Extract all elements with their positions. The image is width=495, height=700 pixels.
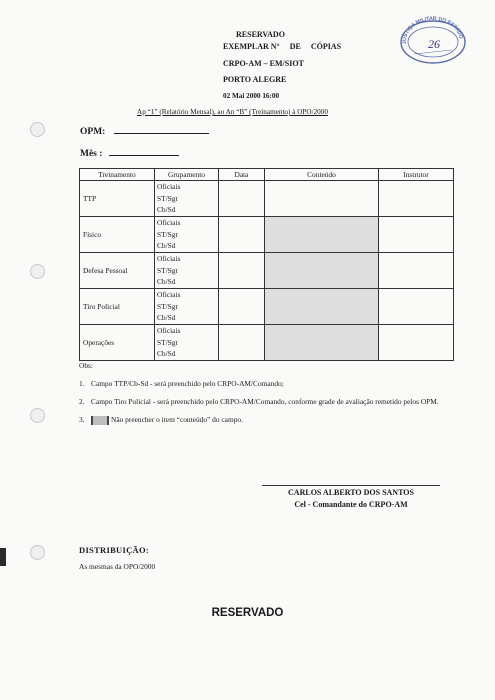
punch-hole [30, 408, 45, 423]
instrutor-cell [379, 325, 454, 361]
conteudo-cell-shaded [265, 217, 379, 253]
column-header: Grupamento [155, 169, 219, 181]
training-name: Operações [80, 325, 155, 361]
training-table [79, 168, 454, 361]
obs-item-text: Não preencher o item “conteúdo” do campo. [111, 415, 243, 424]
column-header: Instrutor [379, 169, 454, 181]
header-copy-line: EXEMPLAR N° DE CÓPIAS [223, 42, 342, 51]
punch-hole [30, 264, 45, 279]
obs-item [79, 378, 459, 390]
group-label: Cb/Sd [157, 349, 176, 358]
redaction-mark [91, 416, 109, 425]
mes-label: Mês : [80, 149, 103, 159]
document-subtitle: Ap “1” (Relatório Mensal), ao An “B” (Treinamento) à OPO/2000 [137, 108, 328, 116]
group-label: ST/Sgt [157, 265, 178, 275]
header-unit: CRPO-AM – EM/SIOT [223, 59, 304, 68]
instrutor-cell [379, 217, 454, 253]
conteudo-cell [265, 181, 379, 217]
group-label: ST/Sgt [157, 301, 178, 311]
data-cell [219, 325, 265, 361]
conteudo-cell-shaded [265, 325, 379, 361]
instrutor-cell [379, 181, 454, 217]
svg-text:26: 26 [428, 37, 440, 51]
group-list [155, 325, 219, 361]
training-name: Físico [80, 217, 155, 253]
court-stamp [398, 14, 468, 64]
group-list [155, 181, 219, 217]
mes-field [80, 146, 179, 159]
group-label: Oficiais [157, 290, 181, 299]
group-label: Cb/Sd [157, 277, 176, 286]
group-list [155, 289, 219, 325]
group-label: Oficiais [157, 326, 181, 335]
signatory-title: Cel - Comandante do CRPO-AM [294, 500, 408, 509]
obs-item-text: Campo Tiro Policial - será preenchido pelo CRPO-AM/Comando, conforme grade de avaliação remetido pelos OPM. [91, 397, 439, 406]
group-label: Cb/Sd [157, 241, 176, 250]
observations [79, 360, 459, 426]
training-name: Defesa Pessoal [80, 253, 155, 289]
data-cell [219, 217, 265, 253]
obs-item-text: Campo TTP/Cb-Sd - será preenchido pelo CRPO-AM/Comando; [91, 379, 284, 388]
conteudo-cell-shaded [265, 289, 379, 325]
group-label: Oficiais [157, 254, 181, 263]
group-label: ST/Sgt [157, 229, 178, 239]
table-header-row [80, 169, 454, 181]
group-label: ST/Sgt [157, 193, 178, 203]
table-row [80, 325, 454, 361]
group-label: Cb/Sd [157, 313, 176, 322]
obs-label: Obs: [79, 361, 93, 370]
group-label: ST/Sgt [157, 337, 178, 347]
training-name: Tiro Policial [80, 289, 155, 325]
obs-item [79, 396, 459, 408]
data-cell [219, 253, 265, 289]
group-list [155, 253, 219, 289]
obs-item-number: 2. [79, 397, 85, 406]
svg-text:JUSTIÇA MILITAR DO ESTADO: JUSTIÇA MILITAR DO ESTADO [401, 15, 464, 45]
opm-field [80, 124, 209, 137]
group-label: Cb/Sd [157, 205, 176, 214]
obs-item-number: 1. [79, 379, 85, 388]
table-row [80, 253, 454, 289]
column-header: Data [219, 169, 265, 181]
mes-blank-line [109, 146, 179, 156]
column-header: Conteúdo [265, 169, 379, 181]
opm-blank-line [114, 124, 209, 134]
scan-edge-mark [0, 548, 6, 566]
instrutor-cell [379, 289, 454, 325]
conteudo-cell-shaded [265, 253, 379, 289]
opm-label: OPM: [80, 127, 106, 137]
punch-hole [30, 122, 45, 137]
signature-block [262, 485, 440, 509]
obs-item [79, 414, 459, 426]
signatory-name: CARLOS ALBERTO DOS SANTOS [288, 488, 414, 497]
punch-hole [30, 545, 45, 560]
column-header: Treinamento [80, 169, 155, 181]
distribution-text: As mesmas da OPO/2000 [79, 562, 156, 571]
instrutor-cell [379, 253, 454, 289]
header-city: PORTO ALEGRE [223, 75, 287, 84]
group-label: Oficiais [157, 218, 181, 227]
header-datetime: 02 Mai 2000 16:00 [223, 92, 280, 100]
distribution-title: DISTRIBUIÇÃO: [79, 545, 150, 555]
header-classification: RESERVADO [236, 30, 285, 39]
table-row [80, 181, 454, 217]
training-name: TTP [80, 181, 155, 217]
obs-item-number: 3. [79, 415, 85, 424]
table-row [80, 289, 454, 325]
data-cell [219, 181, 265, 217]
group-label: Oficiais [157, 182, 181, 191]
data-cell [219, 289, 265, 325]
group-list [155, 217, 219, 253]
table-row [80, 217, 454, 253]
footer-classification: RESERVADO [211, 607, 284, 619]
